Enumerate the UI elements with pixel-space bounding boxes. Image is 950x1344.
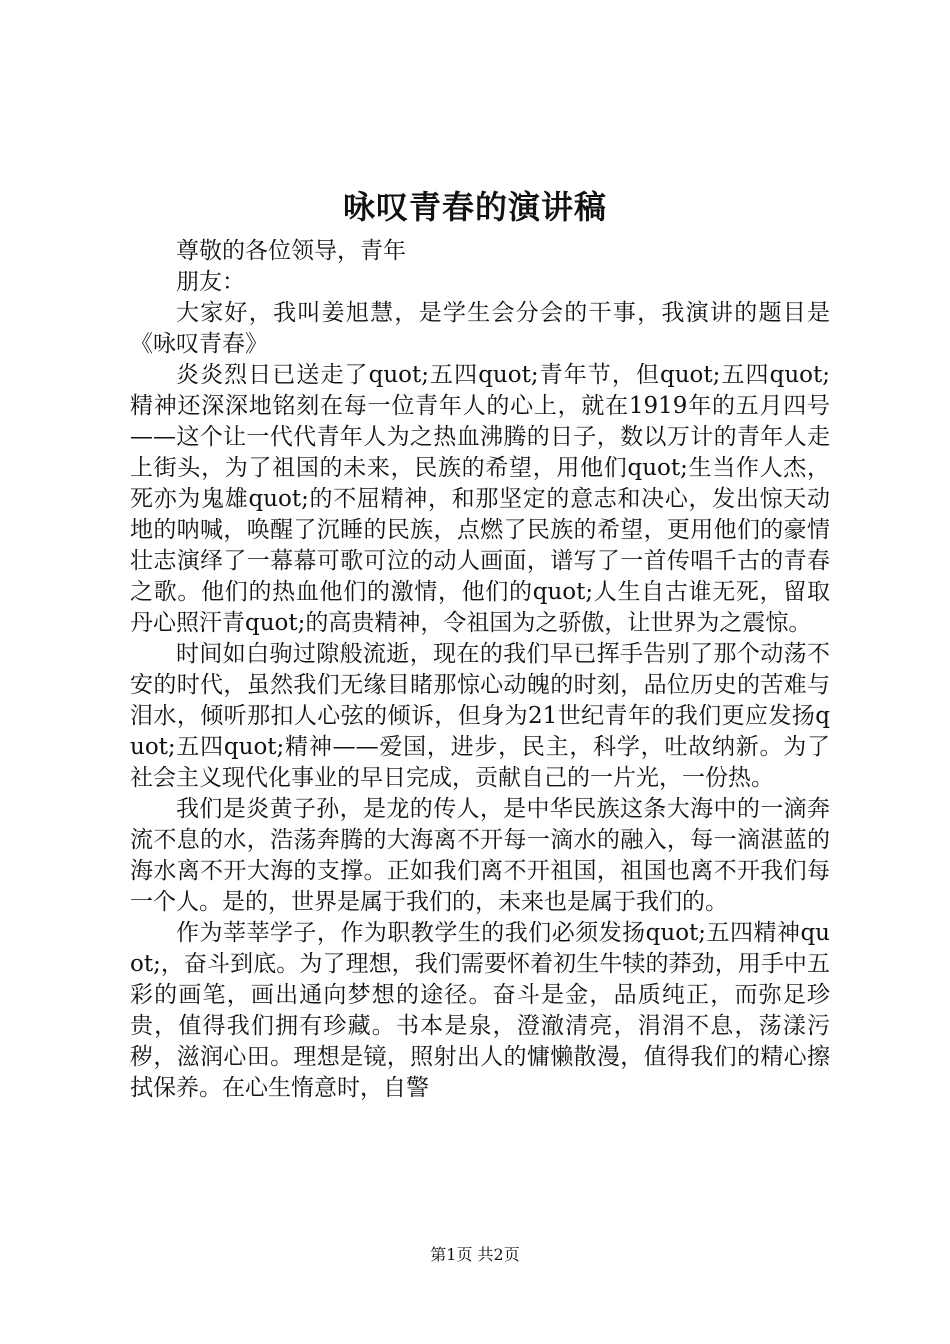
document-title: 咏叹青春的演讲稿 xyxy=(342,188,607,226)
paragraph-intro: 大家好，我叫姜旭慧，是学生会分会的干事，我演讲的题目是《咏叹青春》 xyxy=(130,300,830,357)
document-body xyxy=(130,236,830,1104)
paragraph-salutation-2: 朋友： xyxy=(176,269,245,295)
page-number-footer: 第1页 共2页 xyxy=(430,1245,520,1264)
paragraph-students: 作为莘莘学子，作为职教学生的我们必须发扬quot;五四精神quot;，奋斗到底。为了理想，我们需要怀着初生牛犊的莽劲，用手中五彩的画笔，画出通向梦想的途径。奋斗是金，品质纯正，而弥足珍贵，值得我们拥有珍藏。书本是泉，澄澈清亮，涓涓不息，荡漾污秽，滋润心田。理想是镜，照射出人的慵懒散漫，值得我们的精心擦拭保养。在心生惰意时，自警 xyxy=(130,920,830,1101)
paragraph-time: 时间如白驹过隙般流逝，现在的我们早已挥手告别了那个动荡不安的时代，虽然我们无缘目睹那惊心动魄的时刻，品位历史的苦难与泪水，倾听那扣人心弦的倾诉，但身为21世纪青年的我们更应发扬quot;五四quot;精神——爱国，进步，民主，科学，吐故纳新。为了社会主义现代化事业的早日完成，贡献自己的一片光，一份热。 xyxy=(130,641,830,791)
paragraph-may-fourth: 炎炎烈日已送走了quot;五四quot;青年节，但quot;五四quot;精神还深深地铭刻在每一位青年人的心上，就在1919年的五月四号——这个让一代代青年人为之热血沸腾的日子，数以万计的青年人走上街头，为了祖国的未来，民族的希望，用他们quot;生当作人杰，死亦为鬼雄quot;的不屈精神，和那坚定的意志和决心，发出惊天动地的呐喊，唤醒了沉睡的民族，点燃了民族的希望，更用他们的豪情壮志演绎了一幕幕可歌可泣的动人画面，谱写了一首传唱千古的青春之歌。他们的热血他们的激情，他们的quot;人生自古谁无死，留取丹心照汗青quot;的高贵精神，令祖国为之骄傲，让世界为之震惊。 xyxy=(130,362,830,636)
paragraph-salutation-1: 尊敬的各位领导，青年 xyxy=(176,238,406,264)
paragraph-descendants: 我们是炎黄子孙，是龙的传人，是中华民族这条大海中的一滴奔流不息的水，浩荡奔腾的大海离不开每一滴水的融入，每一滴湛蓝的海水离不开大海的支撑。正如我们离不开祖国，祖国也离不开我们每一个人。是的，世界是属于我们的，未来也是属于我们的。 xyxy=(130,796,830,915)
